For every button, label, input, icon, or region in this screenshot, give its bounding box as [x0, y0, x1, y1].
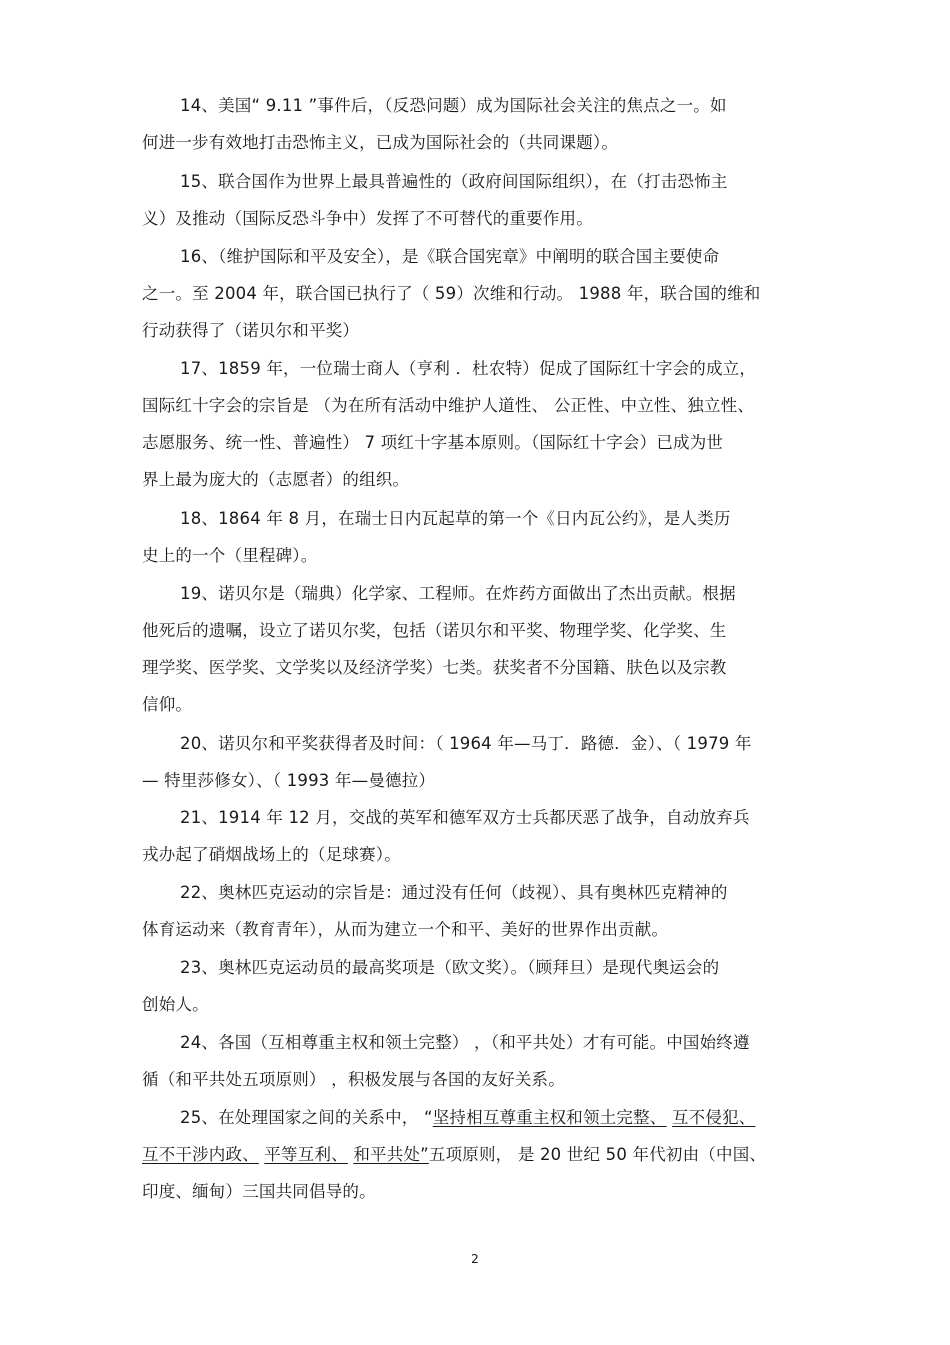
text-line	[142, 320, 359, 342]
text-line	[180, 583, 736, 605]
text-segment: 体育运动来（教育青年），从而为建立一个和平、美好的世界作出贡献。	[142, 920, 669, 939]
text-line	[180, 1107, 755, 1129]
text-segment: 23、奥林匹克运动员的最高奖项是（欧文奖）。（顾拜旦）是现代奥运会的	[180, 958, 720, 977]
text-segment: 平等互利、	[264, 1145, 348, 1164]
text-segment: 坚持相互尊重主权和领土完整、	[432, 1108, 667, 1127]
text-segment: 五项原则， 是 20 世纪 50 年代初由（中国、	[428, 1145, 767, 1164]
text-segment: 之一。至 2004 年，联合国已执行了（ 59）次维和行动。 1988 年，联合国的维和	[142, 284, 761, 303]
text-line	[142, 657, 727, 679]
text-line	[142, 283, 761, 305]
text-line	[142, 469, 409, 491]
text-segment: 25、在处理国家之间的关系中， “	[180, 1108, 433, 1127]
text-line	[180, 246, 719, 268]
text-segment: 和平共处”	[353, 1145, 429, 1164]
text-line	[142, 432, 723, 454]
text-segment: 互不侵犯、	[671, 1108, 756, 1127]
text-segment: 互不干涉内政、	[142, 1145, 259, 1164]
text-segment: 国际红十字会的宗旨是 （为在所有活动中维护人道性、 公正性、中立性、独立性、	[142, 396, 755, 415]
text-segment: 界上最为庞大的（志愿者）的组织。	[142, 470, 410, 489]
text-segment: — 特里莎修女）、（ 1993 年—曼德拉）	[142, 771, 436, 790]
text-segment: 14、美国“ 9.11 ”事件后，（反恐问题）成为国际社会关注的焦点之一。如	[180, 96, 727, 115]
text-segment: 他死后的遗嘱，设立了诺贝尔奖，包括（诺贝尔和平奖、物理学奖、化学奖、生	[142, 621, 727, 640]
text-line	[180, 358, 756, 380]
text-segment: 戎办起了硝烟战场上的（足球赛）。	[142, 845, 401, 864]
text-line	[180, 733, 752, 755]
text-segment: 循（和平共处五项原则） ，积极发展与各国的友好关系。	[142, 1070, 565, 1089]
text-line	[180, 1032, 750, 1054]
text-line	[180, 171, 728, 193]
text-segment: 理学奖、医学奖、文学奖以及经济学奖）七类。获奖者不分国籍、肤色以及宗教	[142, 658, 727, 677]
text-line	[142, 1069, 565, 1091]
text-segment: 15、联合国作为世界上最具普遍性的（政府间国际组织），在（打击恐怖主	[180, 172, 728, 191]
text-line	[142, 395, 754, 417]
text-segment: 志愿服务、统一性、普遍性） 7 项红十字基本原则。（国际红十字会）已成为世	[142, 433, 724, 452]
text-line	[142, 208, 593, 230]
text-segment: 义）及推动（国际反恐斗争中）发挥了不可替代的重要作用。	[142, 209, 593, 228]
text-segment: 行动获得了（诺贝尔和平奖）	[142, 321, 360, 340]
text-segment: 印度、缅甸）三国共同倡导的。	[142, 1182, 376, 1201]
text-line	[142, 1144, 766, 1166]
text-line	[142, 919, 668, 941]
text-segment: 19、诺贝尔是（瑞典）化学家、工程师。在炸药方面做出了杰出贡献。根据	[180, 584, 736, 603]
text-line	[142, 545, 317, 567]
text-segment: 16、（维护国际和平及安全），是《联合国宪章》中阐明的联合国主要使命	[180, 247, 720, 266]
text-segment: 22、奥林匹克运动的宗旨是：通过没有任何（歧视）、具有奥林匹克精神的	[180, 883, 728, 902]
page-number: 2	[471, 1252, 479, 1266]
text-line	[142, 770, 435, 792]
text-line	[180, 508, 731, 530]
text-line	[180, 882, 728, 904]
text-line	[142, 1181, 376, 1203]
text-segment: 21、1914 年 12 月，交战的英军和德军双方士兵都厌恶了战争，自动放弃兵	[180, 808, 750, 827]
text-segment: 创始人。	[142, 995, 209, 1014]
text-segment: 史上的一个（里程碑）。	[142, 546, 318, 565]
text-line	[180, 957, 719, 979]
text-line	[142, 694, 192, 716]
text-line	[180, 95, 727, 117]
text-segment: 24、各国（互相尊重主权和领土完整） ，（和平共处）才有可能。中国始终遵	[180, 1033, 750, 1052]
text-line	[142, 132, 618, 154]
text-line	[180, 807, 750, 829]
text-line	[142, 844, 401, 866]
text-line	[142, 994, 209, 1016]
text-segment: 何进一步有效地打击恐怖主义，已成为国际社会的（共同课题）。	[142, 133, 619, 152]
text-segment: 信仰。	[142, 695, 193, 714]
text-segment: 18、1864 年 8 月，在瑞士日内瓦起草的第一个《日内瓦公约》，是人类历	[180, 509, 731, 528]
text-segment: 17、1859 年，一位瑞士商人（亨利 ．杜农特）促成了国际红十字会的成立，	[180, 359, 757, 378]
text-line	[142, 620, 727, 642]
text-segment: 20、诺贝尔和平奖获得者及时间：（ 1964 年—马丁．路德．金）、（ 1979 年	[180, 734, 752, 753]
